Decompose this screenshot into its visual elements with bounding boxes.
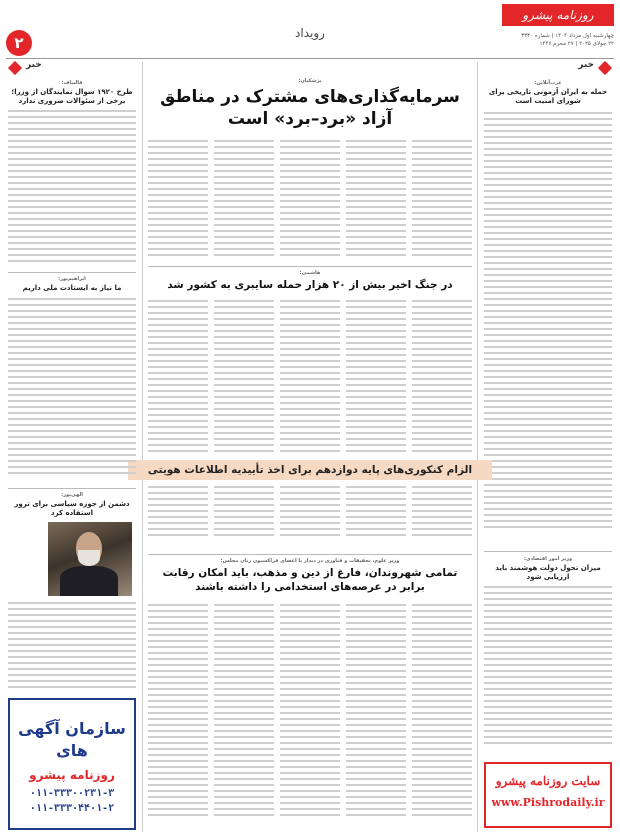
article-kicker: قالیباف: <box>61 80 83 86</box>
third-headline: تمامی شهروندان، فارغ از دین و مذهب، باید امکان رقابت برابر در عرصه‌های استخدامی را داشته باشند <box>162 567 458 593</box>
ad-title: سازمان آگهی های <box>18 719 126 760</box>
right-article-1-body <box>484 112 612 547</box>
masthead <box>0 0 620 50</box>
left-article-3 <box>8 492 136 518</box>
main-headline: سرمایه‌گذاری‌های مشترک در مناطق آزاد «برد–برد» است <box>160 87 460 129</box>
article-headline: ما نیاز به ایستادت ملی داریم <box>22 284 122 292</box>
column-separator <box>477 62 478 832</box>
section-title: رویداد <box>295 26 325 40</box>
website-url[interactable]: www.Pishrodaily.ir <box>491 796 605 809</box>
date-gregorian: ۲۲ جولای ۲۰۲۵ | ۲۷ محرم ۱۴۴۷ <box>539 41 614 47</box>
third-kicker: وزیر علوم، تحقیقات و فناوری در دیدار با اعضای فراکسیون زنان مجلس: <box>220 558 400 564</box>
section-marker-icon <box>8 61 22 75</box>
second-kicker: هاشمی: <box>299 270 321 276</box>
ad-phone-1[interactable]: ۰۱۱-۳۳۳۰۰۲۳۱-۳ <box>29 788 115 799</box>
advertising-box <box>8 698 136 830</box>
third-article-body <box>148 604 472 830</box>
section-marker-icon <box>598 61 612 75</box>
section-label-left: خبر <box>26 60 42 70</box>
left-article-3-body <box>8 602 136 692</box>
article-kicker: ابراهیم‌پور: <box>58 276 86 282</box>
second-article-body <box>148 300 472 455</box>
left-article-2-body <box>8 298 136 484</box>
right-article-2-body <box>484 586 612 756</box>
article-headline: حمله به ایران آزمونی تاریخی برای شورای امنیت است <box>488 88 608 105</box>
date-persian: چهارشنبه اول مرداد ۱۴۰۴ | شماره ۳۳۳۰ <box>521 33 614 39</box>
article-headline: دشمن از حوزه سیاسی برای ترور استفاده کرد <box>14 500 130 517</box>
article-divider <box>148 554 472 555</box>
main-article-body <box>148 140 472 260</box>
page-number-badge: ۲ <box>6 30 32 56</box>
main-kicker: پژشکیان: <box>298 78 322 84</box>
article-headline: طرح ۱۹۲۰ سوال نمایندگان از وزرا؛ برخی از سئوالات ضروری ندارد <box>11 88 133 105</box>
website-ad-box <box>484 762 612 828</box>
left-article-2 <box>8 276 136 293</box>
column-divider <box>484 551 612 552</box>
column-divider <box>8 272 136 273</box>
dateline <box>521 32 614 48</box>
newspaper-logo: روزنامه پیشرو <box>502 4 614 26</box>
article-headline: میزان تحول دولت هوشمند باید ارزیابی شود <box>495 564 601 581</box>
right-article-2 <box>484 556 612 582</box>
website-name: سایت روزنامه پیشرو <box>495 774 601 788</box>
konkur-banner-headline: الزام کنکوری‌های پایه دوازدهم برای اخذ تأییدیه اطلاعات هویتی <box>128 460 492 480</box>
ad-phone-2[interactable]: ۰۱۱-۳۳۳۰۴۴۰۱-۲ <box>29 803 115 814</box>
masthead-rule <box>6 58 614 59</box>
article-kicker: الهی‌پور: <box>61 492 83 498</box>
column-divider <box>8 488 136 489</box>
banner-article-body <box>148 486 472 550</box>
ad-brand: روزنامه پیشرو <box>29 768 115 782</box>
portrait-photo <box>48 522 132 596</box>
article-divider <box>148 266 472 267</box>
second-headline: در جنگ اخیر بیش از ۲۰ هزار حمله سایبری به کشور شد <box>167 279 453 291</box>
article-kicker: عرب‌آنلاین: <box>534 80 562 86</box>
section-label-right: خبر <box>578 60 594 70</box>
article-kicker: وزیر امور اقتصادی: <box>523 556 573 562</box>
left-article-1 <box>8 80 136 106</box>
left-article-1-body <box>8 110 136 268</box>
right-article-1 <box>484 80 612 106</box>
column-separator <box>142 62 143 832</box>
